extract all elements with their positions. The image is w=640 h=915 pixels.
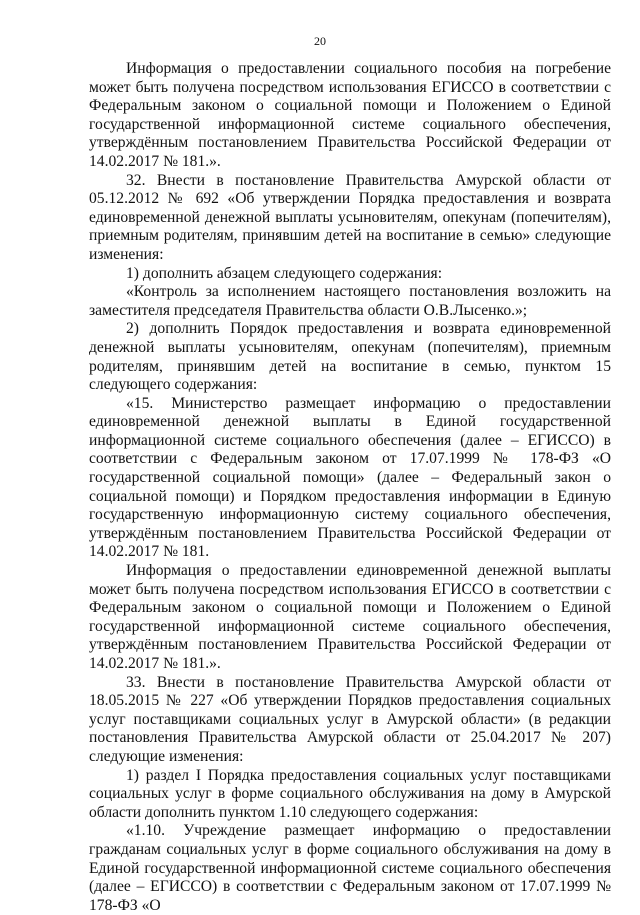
document-body (89, 60, 611, 915)
paragraph-point-1-10: «1.10. Учреждение размещает информацию о предоставлении гражданам социальных услуг в форме социального обслуживания на дому в Единой государственной информационной системе социального обеспечения (далее – ЕГИССО) в соответствии с Федеральным законом от 17.07.1999 № 178-ФЗ «О (89, 822, 611, 914)
paragraph-item-33: 33. Внести в постановление Правительства Амурской области от 18.05.2015 № 227 «Об утверждении Порядков предоставления социальных услуг поставщиками социальных услуг в Амурской области» (в редакции постановления Правительства Амурской области от 25.04.2017 № 207) следующие изменения: (89, 673, 611, 765)
paragraph-lump-sum-info: Информация о предоставлении единовременной денежной выплаты может быть получена посредством использования ЕГИССО в соответствии с Федеральным законом о социальной помощи и Положением о Единой государственной информационной системе социального обеспечения, утверждённым постановлением Правительства Российской Федерации от 14.02.2017 № 181.». (89, 562, 611, 672)
paragraph-control-clause: «Контроль за исполнением настоящего постановления возложить на заместителя председателя Правительства области О.В.Лысенко.»; (89, 283, 611, 319)
paragraph-item-32: 32. Внести в постановление Правительства Амурской области от 05.12.2012 № 692 «Об утверждении Порядка предоставления и возврата единовременной денежной выплаты усыновителям, опекунам (попечителям), приемным родителям, принявшим детей на воспитание в семью» следующие изменения: (89, 171, 611, 263)
paragraph-item-32-sub-1: 1) дополнить абзацем следующего содержания: (126, 264, 443, 282)
page-number: 20 (314, 34, 326, 48)
paragraph-burial-allowance-info: Информация о предоставлении социального пособия на погребение может быть получена посредством использования ЕГИССО в соответствии с Федеральным законом о социальной помощи и Положением о Единой государственной информационной системе социального обеспечения, утверждённым постановлением Правительства Российской Федерации от 14.02.2017 № 181.». (89, 60, 611, 170)
paragraph-item-33-sub-1: 1) раздел I Порядка предоставления социальных услуг поставщиками социальных услуг в форме социального обслуживания на дому в Амурской области дополнить пунктом 1.10 следующего содержания: (89, 766, 611, 821)
paragraph-point-15: «15. Министерство размещает информацию о предоставлении единовременной денежной выплаты в Единой государственной информационной системе социального обеспечения (далее – ЕГИССО) в соответствии с Федеральным законом от 17.07.1999 № 178-ФЗ «О государственной социальной помощи» (далее – Федеральный закон о социальной помощи) и Порядком предоставления информации в Единую государственную информационную систему социального обеспечения, утверждённым постановлением Правительства Российской Федерации от 14.02.2017 № 181. (89, 394, 611, 561)
paragraph-item-32-sub-2: 2) дополнить Порядок предоставления и возврата единовременной денежной выплаты усыновителям, опекунам (попечителям), приемным родителям, принявшим детей на воспитание в семью, пунктом 15 следующего содержания: (89, 320, 611, 394)
